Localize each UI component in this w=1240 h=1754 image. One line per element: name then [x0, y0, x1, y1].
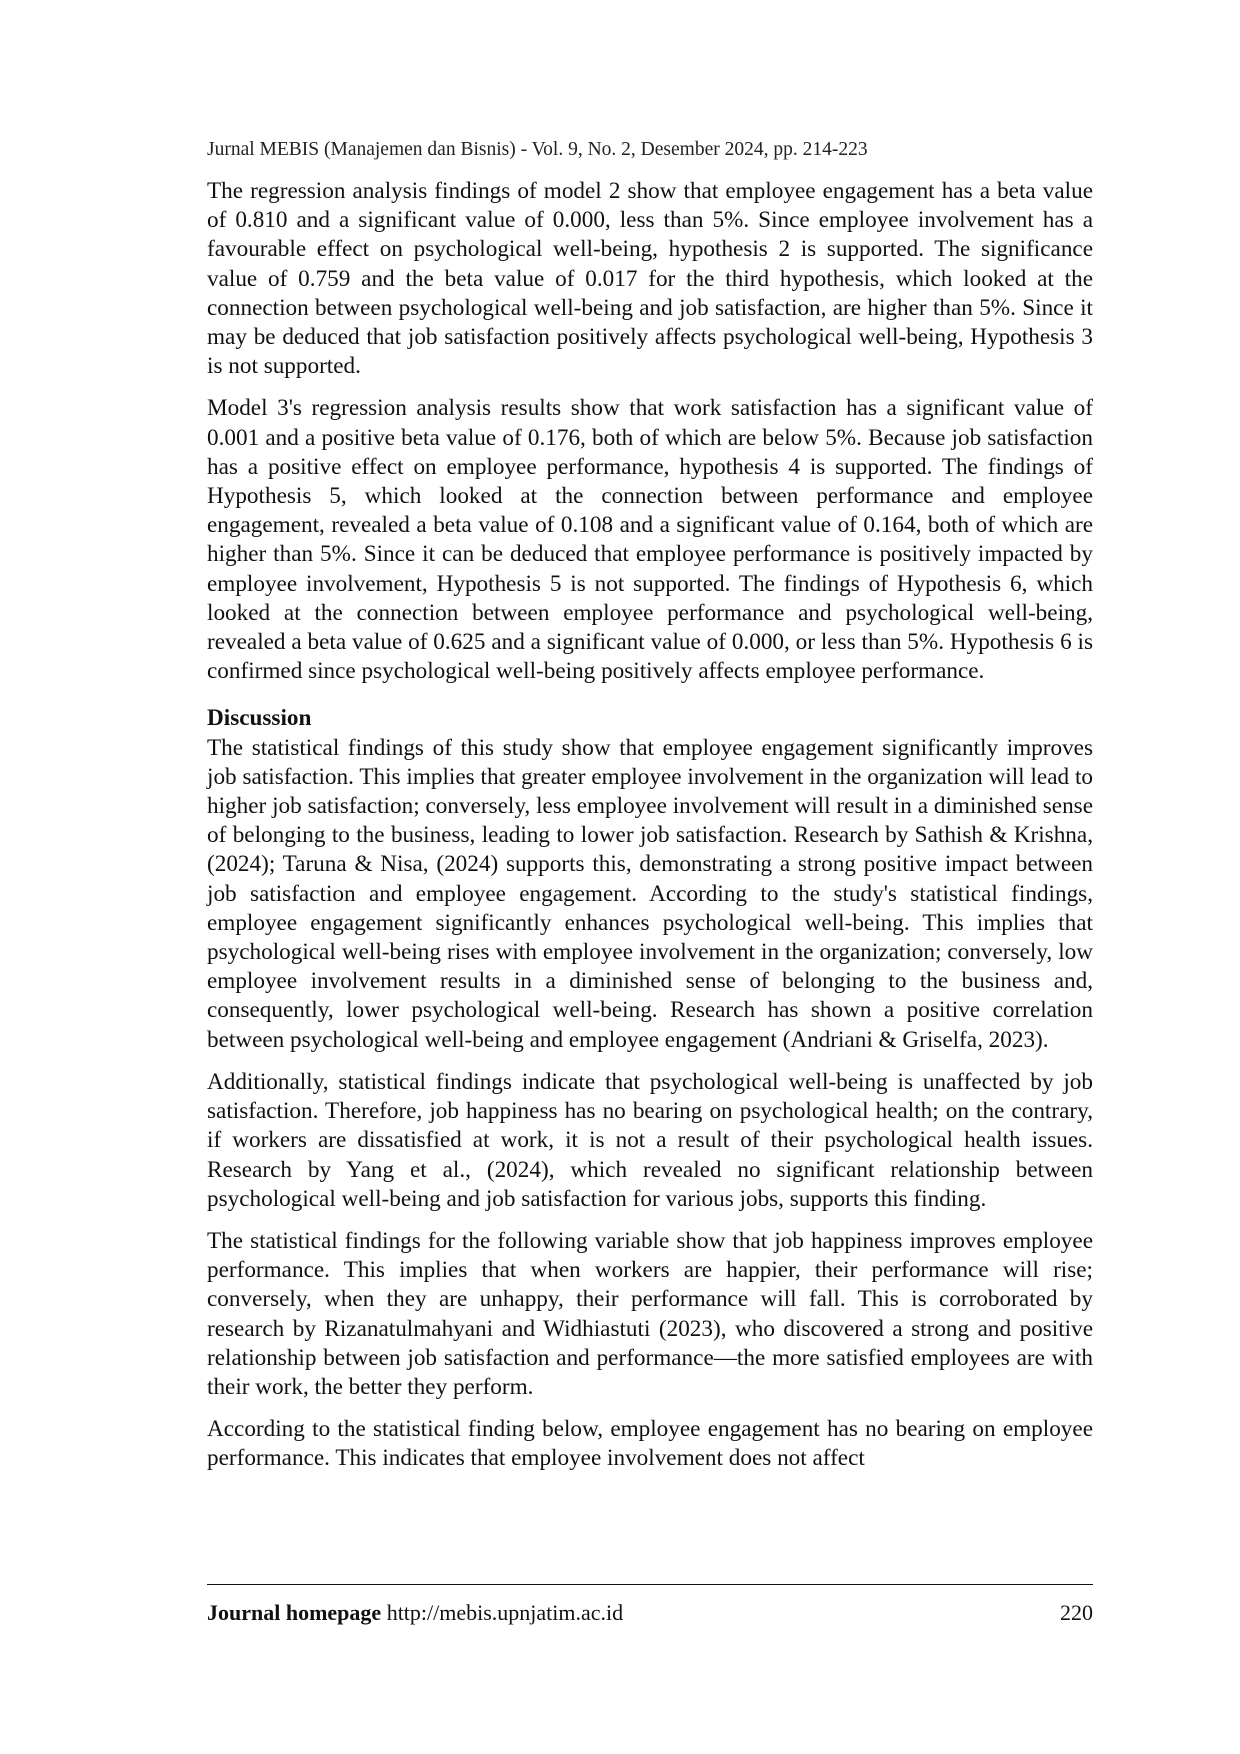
footer-divider — [207, 1584, 1093, 1585]
footer-homepage-url[interactable]: http://mebis.upnjatim.ac.id — [386, 1600, 624, 1625]
page-number: 220 — [1060, 1600, 1093, 1625]
footer-homepage — [207, 1600, 623, 1626]
paragraph-model-3-results: Model 3's regression analysis results show that work satisfaction has a significant value of 0.001 and a positive beta value of 0.176, both of which are below 5%. Because job satisfaction has a positive effect on employee performance, hypothesis 4 is supported. The findings of Hypothesis 5, which looked at the connection between performance and employee engagement, revealed a beta value of 0.108 and a significant value of 0.164, both of which are higher than 5%. Since it can be deduced that employee performance is positively impacted by employee involvement, Hypothesis 5 is not supported. The findings of Hypothesis 6, which looked at the connection between employee performance and psychological well-being, revealed a beta value of 0.625 and a significant value of 0.000, or less than 5%. Hypothesis 6 is confirmed since psychological well-being positively affects employee performance. — [207, 395, 1093, 685]
paragraph-model-2-results: The regression analysis findings of model 2 show that employee engagement has a beta value of 0.810 and a significant value of 0.000, less than 5%. Since employee involvement has a favourable effect on psychological well-being, hypothesis 2 is supported. The significance value of 0.759 and the beta value of 0.017 for the third hypothesis, which looked at the connection between psychological well-being and job satisfaction, are higher than 5%. Since it may be deduced that job satisfaction positively affects psychological well-being, Hypothesis 3 is not supported. — [207, 178, 1093, 380]
discussion-heading: Discussion — [207, 705, 312, 732]
running-header: Jurnal MEBIS (Manajemen dan Bisnis) - Vol. 9, No. 2, Desember 2024, pp. 214-223 — [207, 139, 868, 160]
paragraph-discussion-engagement-performance: According to the statistical finding below, employee engagement has no bearing on employee performance. This indicates that employee involvement does not affect — [207, 1416, 1093, 1472]
paragraph-discussion-engagement: The statistical findings of this study show that employee engagement significantly improves job satisfaction. This implies that greater employee involvement in the organization will lead to higher job satisfaction; conversely, less employee involvement will result in a diminished sense of belonging to the business, leading to lower job satisfaction. Research by Sathish & Krishna, (2024); Taruna & Nisa, (2024) supports this, demonstrating a strong positive impact between job satisfaction and employee engagement. According to the study's statistical findings, employee engagement significantly enhances psychological well-being. This implies that psychological well-being rises with employee involvement in the organization; conversely, low employee involvement results in a diminished sense of belonging to the business and, consequently, lower psychological well-being. Research has shown a positive correlation between psychological well-being and employee engagement (Andriani & Griselfa, 2023). — [207, 734, 1093, 1053]
footer-homepage-label: Journal homepage — [207, 1600, 382, 1625]
main-content — [207, 177, 1093, 1487]
paragraph-discussion-wellbeing: Additionally, statistical findings indicate that psychological well-being is unaffected by job satisfaction. Therefore, job happiness has no bearing on psychological health; on the contrary, if workers are dissatisfied at work, it is not a result of their psychological health issues. Research by Yang et al., (2024), which revealed no significant relationship between psychological well-being and job satisfaction for various jobs, supports this finding. — [207, 1068, 1093, 1212]
paragraph-discussion-performance: The statistical findings for the following variable show that job happiness improves employee performance. This implies that when workers are happier, their performance will rise; conversely, when they are unhappy, their performance will fall. This is corroborated by research by Rizanatulmahyani and Widhiastuti (2023), who discovered a strong and positive relationship between job satisfaction and performance—the more satisfied employees are with their work, the better they perform. — [207, 1227, 1093, 1400]
page-footer — [207, 1600, 1093, 1626]
